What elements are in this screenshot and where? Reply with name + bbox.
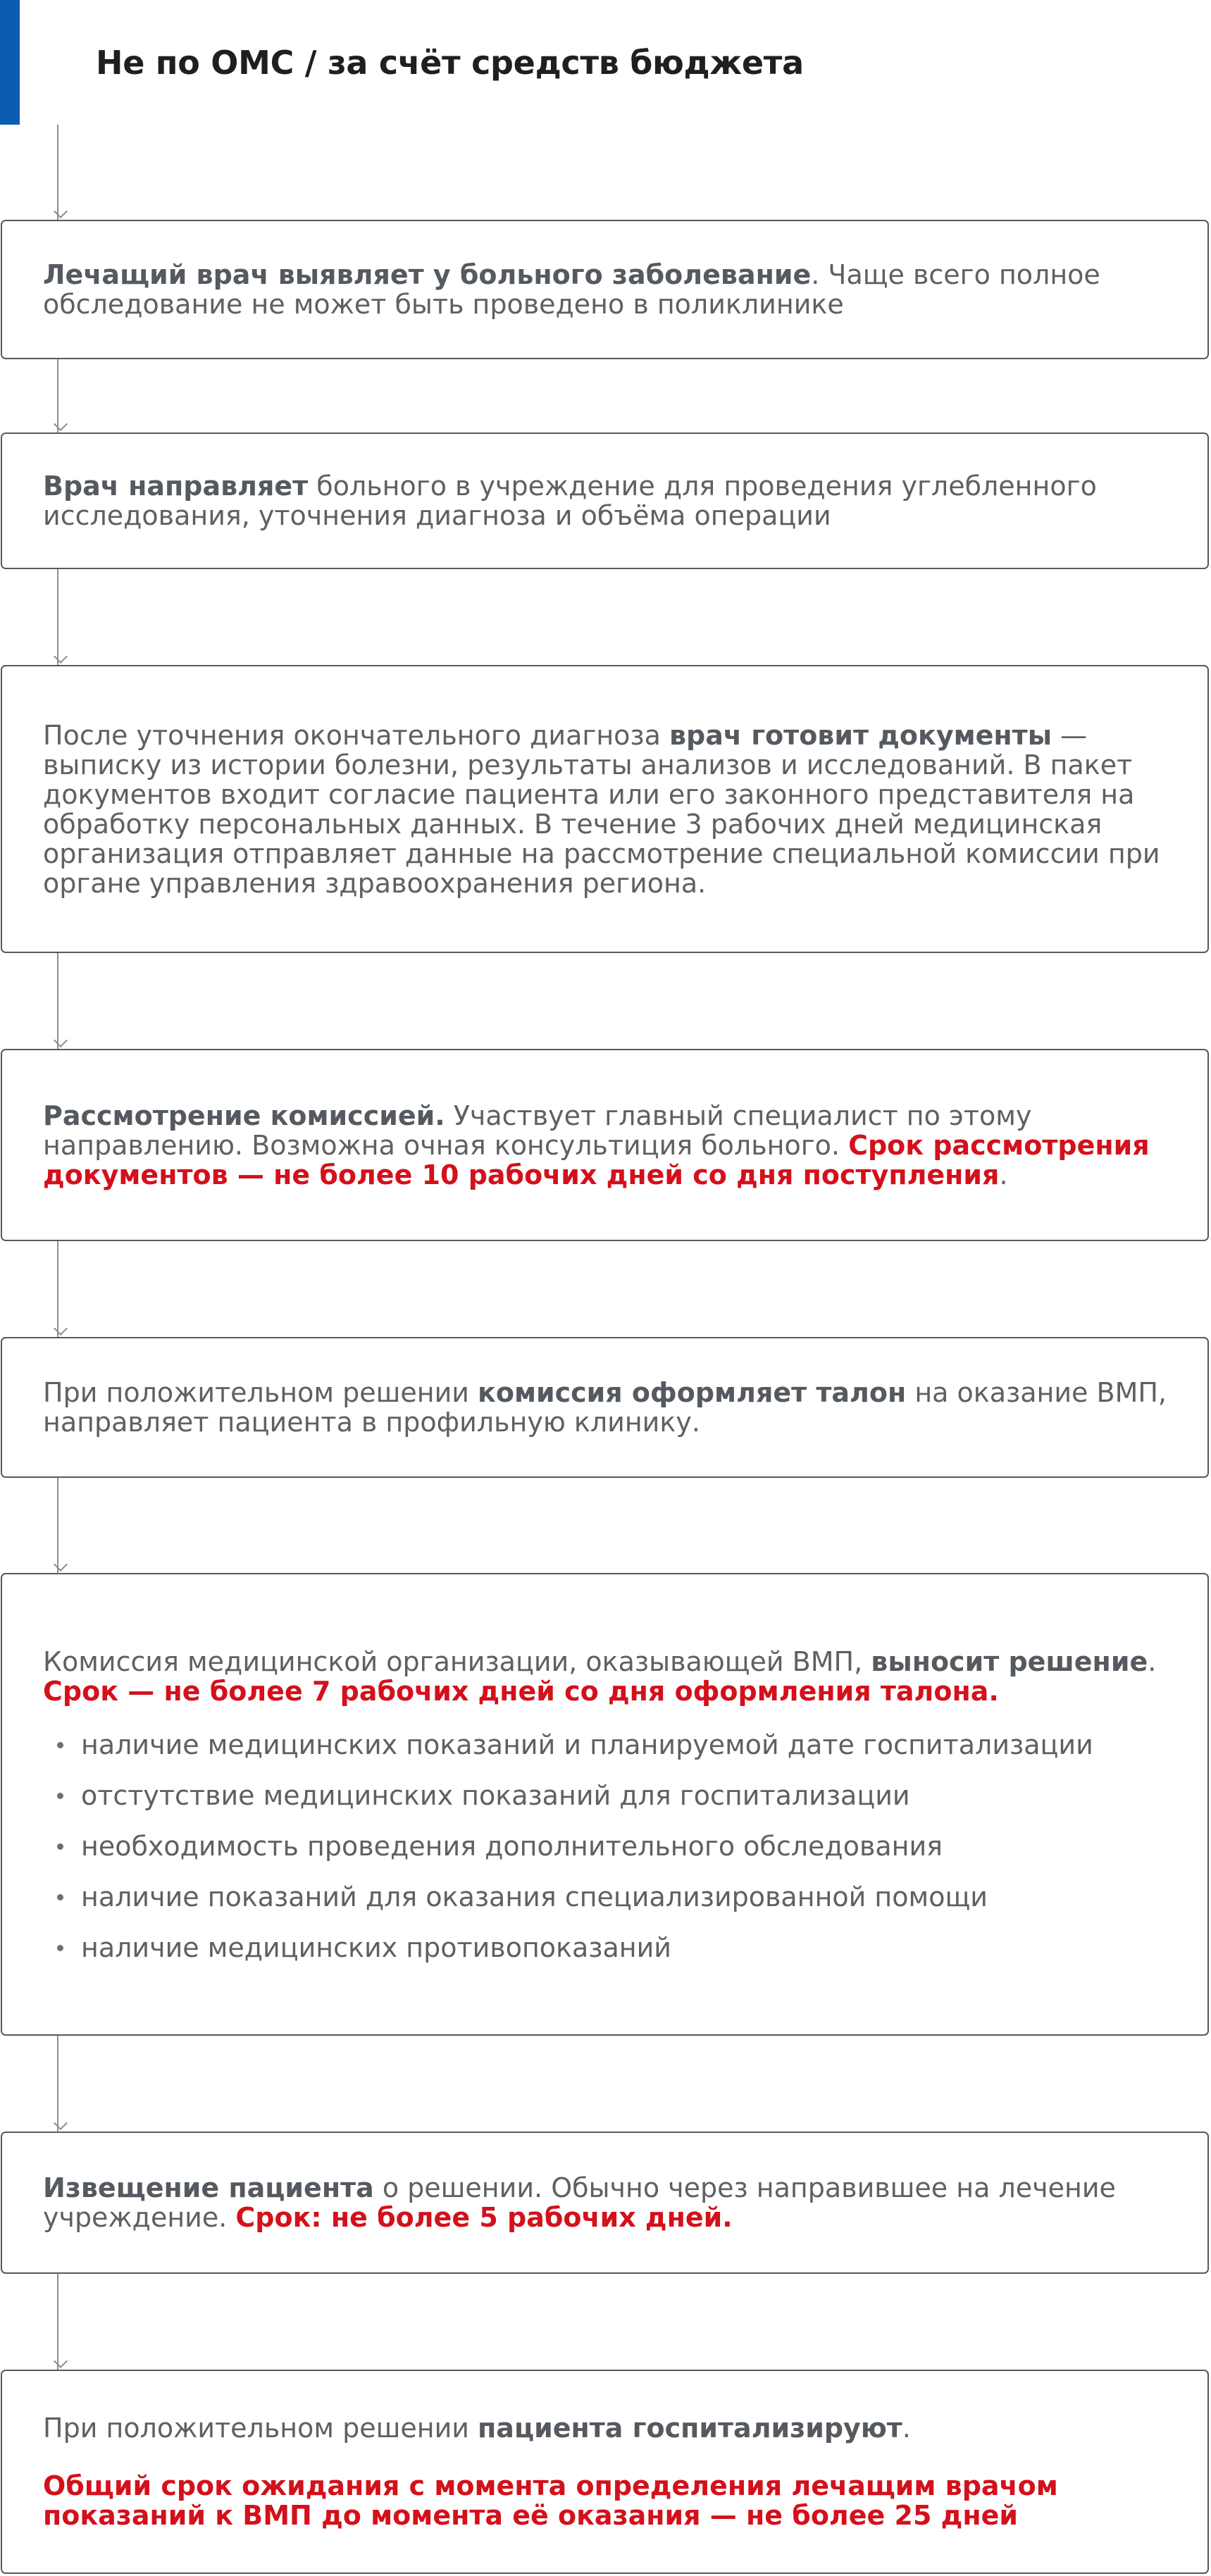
step-box-7 [1,2132,1209,2274]
arrow-connector [57,125,58,220]
page-title: Не по ОМС / за счёт средств бюджета [96,44,804,82]
arrow-connector [57,1478,58,1573]
step-box-3 [1,665,1209,953]
step-2-text: Врач направляет больного в учреждение для проведения углебленного исследования, уточнения диагноза и объёма операции [43,471,1097,531]
arrow-connector [57,569,58,665]
step-box-2 [1,433,1209,569]
list-item: наличие медицинских показаний и планируемой дате госпитализации [43,1730,1179,1760]
accent-bar [0,0,20,125]
deadline-text: Срок: не более 5 рабочих дней. [235,2202,733,2233]
deadline-text: Срок — не более 7 рабочих дней со дня оформления талона. [43,1675,999,1707]
step-1-text: Лечащий врач выявляет у больного заболевание. Чаще всего полное обследование не может быть проведено в поликлинике [43,259,1100,320]
arrow-connector [57,953,58,1049]
step-box-5 [1,1337,1209,1478]
list-item: наличие медицинских противопоказаний [43,1933,1179,1962]
step-4-text: Рассмотрение комиссией. Участвует главный специалист по этому направлению. Возможна очная консультиция больного. Срок рассмотрения документов — не более 10 рабочих дней со дня поступления. [43,1100,1150,1190]
step-7-text: Извещение пациента о решении. Обычно через направившее на лечение учреждение. Срок: не более 5 рабочих дней. [43,2172,1116,2233]
arrow-connector [57,2036,58,2132]
step-5-text: При положительном решении комиссия оформляет талон на оказание ВМП, направляет пациента в профильную клинику. [43,1377,1167,1438]
step-8-text: При положительном решении пациента госпитализируют. [43,2413,911,2444]
list-item: наличие показаний для оказания специализированной помощи [43,1882,1179,1912]
step-3-text: После уточнения окончательного диагноза врач готовит документы — выписку из истории болезни, результаты анализов и исследований. В пакет документов входит согласие пациента или его законного представителя на обработку персональных данных. В течение 3 рабочих дней медицинская организация отправляет данные на рассмотрение специальной комиссии при органе управления здравоохранения региона. [43,719,1160,899]
deadline-text: Срок рассмотрения документов — не более 10 рабочих дней со дня поступления [43,1129,1150,1190]
list-item: отстутствие медицинских показаний для госпитализации [43,1781,1179,1810]
decision-options-list [43,1730,1179,1962]
step-box-4 [1,1049,1209,1241]
total-deadline-text: Общий срок ожидания с момента определения лечащим врачом показаний к ВМП до момента её оказания — не более 25 дней [43,2470,1058,2531]
list-item: необходимость проведения дополнительного обследования [43,1831,1179,1861]
step-box-1 [1,220,1209,359]
step-box-6 [1,1573,1209,2036]
arrow-connector [57,1241,58,1337]
arrow-connector [57,2274,58,2370]
step-box-8 [1,2370,1209,2574]
step-6-text: Комиссия медицинской организации, оказывающей ВМП, выносит решение. Срок — не более 7 рабочих дней со дня оформления талона. [43,1645,1157,1707]
arrow-connector [57,359,58,433]
